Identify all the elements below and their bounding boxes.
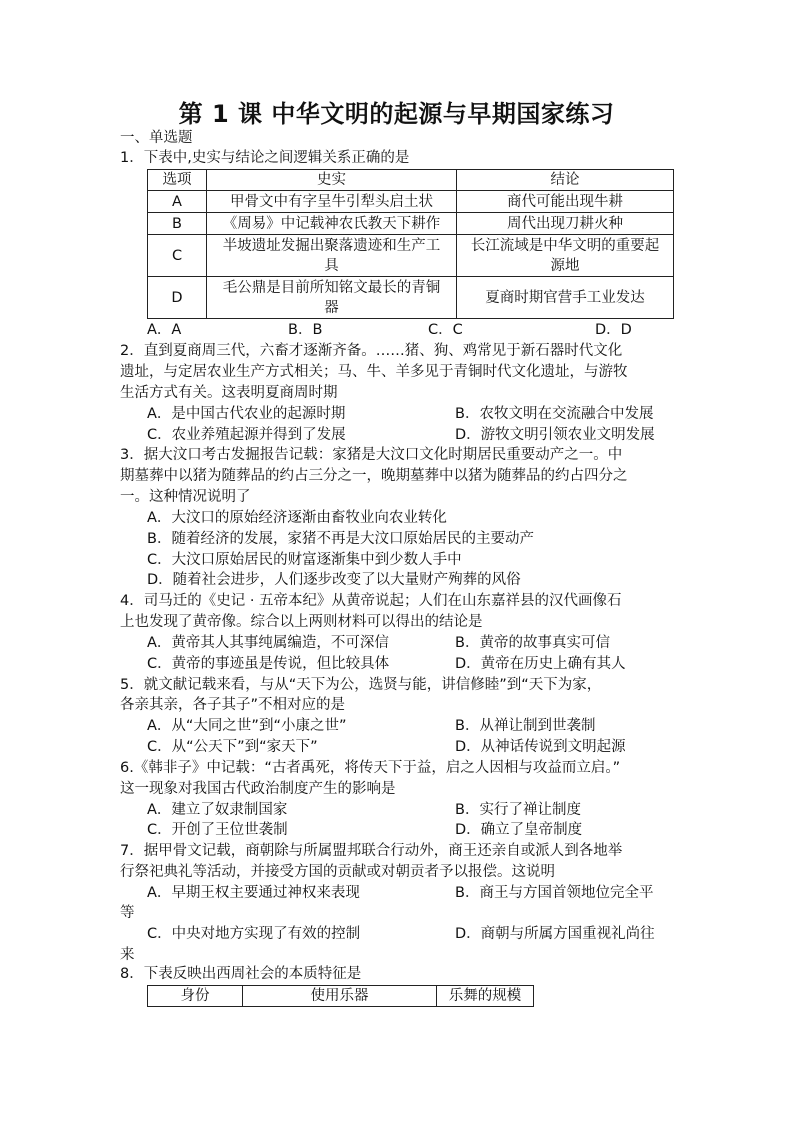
q7-choice-b[interactable]: B．商王与方国首领地位完全平 [455, 885, 654, 901]
q7-stem-line1: 7．据甲骨文记载，商朝除与所属盟邦联合行动外，商王还亲自或派人到各地举 [120, 843, 623, 859]
q8-stem: 8．下表反映出西周社会的本质特征是 [120, 966, 362, 982]
q1-table-header [148, 170, 674, 191]
q1-row-conclusion-line1: 长江流域是中华文明的重要起 [470, 237, 660, 254]
q7-stem-line2: 行祭祀典礼等活动，并接受方国的贡献或对朝贡者予以报偿。这说明 [120, 864, 555, 880]
q1-choice-d[interactable]: D．D [595, 322, 632, 338]
q2-stem-line3: 生活方式有关。这表明夏商周时期 [120, 385, 338, 401]
q3-choice-d[interactable]: D．随着社会进步，人们逐步改变了以大量财产殉葬的风俗 [147, 572, 521, 588]
q1-row-conclusion-line2: 源地 [550, 257, 580, 274]
q7-choice-a[interactable]: A．早期王权主要通过神权来表现 [147, 885, 360, 901]
q8-header-identity: 身份 [148, 986, 243, 1007]
q7-choice-c[interactable]: C．中央对地方实现了有效的控制 [147, 926, 361, 942]
section-heading: 一、单选题 [120, 130, 193, 146]
q1-row-fact: 甲骨文中有字呈牛引犁头启土状 [207, 191, 457, 213]
q7-choice-b-wrap: 等 [120, 905, 135, 921]
q1-row-conclusion: 周代出现刀耕火种 [457, 213, 674, 235]
q6-choice-d[interactable]: D．确立了皇帝制度 [455, 822, 583, 838]
q1-row-conclusion [457, 235, 674, 277]
q1-row-option: D [148, 277, 207, 319]
q1-row-fact-line2: 器 [324, 299, 339, 316]
q1-header-conclusion: 结论 [457, 170, 674, 191]
q4-stem-line1: 4．司马迁的《史记 · 五帝本纪》从黄帝说起；人们在山东嘉祥县的汉代画像石 [120, 593, 622, 609]
q5-choice-d[interactable]: D．从神话传说到文明起源 [455, 739, 626, 755]
q2-choice-c[interactable]: C．农业养殖起源并得到了发展 [147, 427, 346, 443]
q6-stem-line1: 6.《韩非子》中记载：“古者禹死，将传天下于益，启之人因相与攻益而立启。” [120, 760, 621, 776]
q1-row-option: B [148, 213, 207, 235]
q1-table [147, 169, 674, 319]
q5-stem-line2: 各亲其亲，各子其子”不相对应的是 [120, 697, 346, 713]
q4-choice-a[interactable]: A．黄帝其人其事纯属编造，不可深信 [147, 635, 389, 651]
q8-table [147, 985, 534, 1007]
q6-choice-c[interactable]: C．开创了王位世袭制 [147, 822, 288, 838]
q1-row-b [148, 213, 674, 235]
q2-choice-d[interactable]: D．游牧文明引领农业文明发展 [455, 427, 655, 443]
q1-row-fact-line2: 具 [324, 257, 339, 274]
q4-choice-b[interactable]: B．黄帝的故事真实可信 [455, 635, 610, 651]
q4-stem-line2: 上也发现了黄帝像。综合以上两则材料可以得出的结论是 [120, 614, 483, 630]
q4-choice-d[interactable]: D．黄帝在历史上确有其人 [455, 656, 626, 672]
q1-row-conclusion: 夏商时期官营手工业发达 [457, 277, 674, 319]
q1-row-option: C [148, 235, 207, 277]
q7-choice-d[interactable]: D．商朝与所属方国重视礼尚往 [455, 926, 655, 942]
q1-row-fact: 《周易》中记载神农氏教天下耕作 [207, 213, 457, 235]
q6-stem-line2: 这一现象对我国古代政治制度产生的影响是 [120, 781, 396, 797]
q3-stem-line2: 期墓葬中以猪为随葬品的约占三分之一，晚期墓葬中以猪为随葬品的约占四分之 [120, 468, 628, 484]
q5-stem-line1: 5．就文献记载来看，与从“天下为公，选贤与能，讲信修睦”到“天下为家， [120, 677, 602, 693]
q1-header-option: 选项 [148, 170, 207, 191]
q5-choice-c[interactable]: C．从“公天下”到“家天下” [147, 739, 318, 755]
q1-row-c [148, 235, 674, 277]
q1-stem: 1．下表中,史实与结论之间逻辑关系正确的是 [120, 150, 410, 166]
q3-stem-line3: 一。这种情况说明了 [120, 489, 251, 505]
q3-choice-c[interactable]: C．大汶口原始居民的财富逐渐集中到少数人手中 [147, 552, 462, 568]
q1-row-fact-line1: 半坡遗址发掘出聚落遗迹和生产工 [222, 237, 441, 254]
q3-choice-a[interactable]: A．大汶口的原始经济逐渐由畜牧业向农业转化 [147, 510, 447, 526]
q3-choice-b[interactable]: B．随着经济的发展，家猪不再是大汶口原始居民的主要动产 [147, 531, 534, 547]
q7-choice-d-wrap: 来 [120, 947, 135, 963]
q5-choice-a[interactable]: A．从“大同之世”到“小康之世” [147, 718, 347, 734]
q5-choice-b[interactable]: B．从禅让制到世袭制 [455, 718, 596, 734]
q8-table-header [148, 986, 534, 1007]
q1-row-d [148, 277, 674, 319]
q3-stem-line1: 3．据大汶口考古发掘报告记载：家猪是大汶口文化时期居民重要动产之一。中 [120, 447, 623, 463]
q8-header-scale: 乐舞的规模 [437, 986, 534, 1007]
q2-stem-line1: 2．直到夏商周三代，六畜才逐渐齐备。……猪、狗、鸡常见于新石器时代文化 [120, 343, 623, 359]
q1-row-a [148, 191, 674, 213]
q2-choice-b[interactable]: B．农牧文明在交流融合中发展 [455, 406, 654, 422]
q2-stem-line2: 遗址，与定居农业生产方式相关；马、牛、羊多见于青铜时代文化遗址，与游牧 [120, 364, 628, 380]
q1-choice-b[interactable]: B．B [288, 322, 323, 338]
q1-row-fact-line1: 毛公鼎是目前所知铭文最长的青铜 [222, 279, 441, 296]
q1-choice-c[interactable]: C．C [428, 322, 463, 338]
q4-choice-c[interactable]: C．黄帝的事迹虽是传说，但比较具体 [147, 656, 390, 672]
q1-row-fact [207, 235, 457, 277]
q6-choice-a[interactable]: A．建立了奴隶制国家 [147, 802, 288, 818]
page-title: 第 1 课 中华文明的起源与早期国家练习 [178, 100, 615, 128]
q1-row-option: A [148, 191, 207, 213]
q6-choice-b[interactable]: B．实行了禅让制度 [455, 802, 581, 818]
q1-row-conclusion: 商代可能出现牛耕 [457, 191, 674, 213]
q8-header-instruments: 使用乐器 [243, 986, 437, 1007]
q1-row-fact [207, 277, 457, 319]
q1-choice-a[interactable]: A．A [147, 322, 182, 338]
q2-choice-a[interactable]: A．是中国古代农业的起源时期 [147, 406, 346, 422]
q1-header-fact: 史实 [207, 170, 457, 191]
